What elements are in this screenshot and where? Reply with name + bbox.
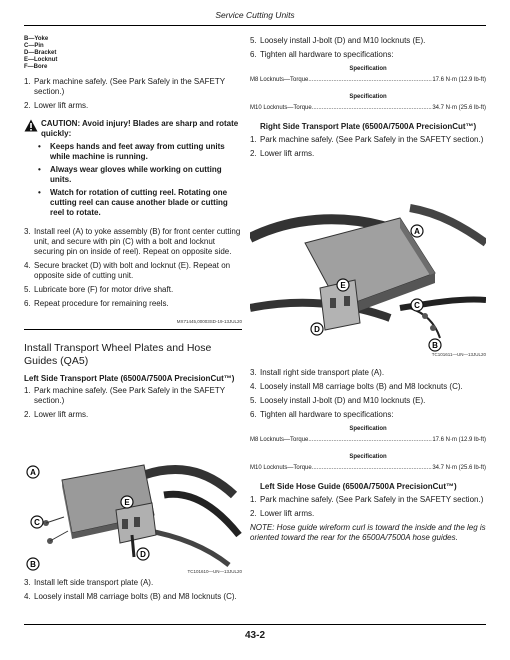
warning-icon: [24, 119, 38, 139]
step-text: Loosely install M8 carriage bolts (B) and M8 locknuts (C).: [34, 592, 237, 601]
section-rule: [24, 329, 242, 330]
step: [24, 285, 242, 295]
spec-row: [250, 104, 486, 112]
step: [24, 77, 242, 97]
step-text: Park machine safely. (See Park Safely in the SAFETY section.): [34, 77, 225, 96]
step-number: 2.: [250, 509, 257, 518]
spec-label: M10 Locknuts—Torque: [250, 465, 312, 471]
step-text: Install left side transport plate (A).: [34, 578, 154, 587]
callout-e: [336, 278, 350, 297]
step: [24, 592, 242, 602]
step-text: Lower lift arms.: [260, 509, 315, 518]
spec-value: 34.7 N·m (25.6 lb-ft): [432, 105, 486, 111]
step-number: 3.: [250, 368, 257, 377]
subsection-title: Left Side Transport Plate (6500A/7500A PrecisionCut™): [24, 374, 235, 383]
figure-illustration: [24, 455, 242, 575]
spec-heading: Specification: [349, 426, 387, 432]
leader-dots: [308, 436, 432, 444]
callout-label: B: [432, 341, 438, 350]
figure-illustration: [250, 198, 486, 358]
step: [24, 410, 242, 420]
callout-c: [30, 515, 44, 534]
callout-label: A: [30, 468, 36, 477]
callout-label: B: [30, 560, 36, 569]
step: [250, 410, 486, 420]
spec-value: 17.6 N·m (12.9 lb-ft): [432, 77, 486, 83]
step-text: Secure bracket (D) with bolt and locknut (E). Repeat on opposite side of cutting unit.: [34, 261, 231, 280]
spec-row: [250, 436, 486, 444]
subsection-title: Left Side Hose Guide (6500A/7500A PrecisionCut™): [260, 482, 457, 491]
step-text: Loosely install J-bolt (D) and M10 locknuts (E).: [260, 396, 426, 405]
spec-value: 34.7 N·m (25.6 lb-ft): [432, 465, 486, 471]
step: [24, 101, 242, 111]
callout-label: C: [414, 301, 420, 310]
reference-code: MX71445,00003SD-19-13JUL20: [176, 319, 242, 324]
callout-label: E: [340, 281, 346, 290]
caution-bullet: • Watch for rotation of cutting reel. Rotating one cutting reel can cause another blade or cutting reel to rotate.: [38, 188, 242, 218]
step-text: Tighten all hardware to specifications:: [260, 410, 394, 419]
spec-label: M8 Locknuts—Torque: [250, 437, 309, 443]
callout-d: [136, 547, 150, 566]
leader-dots: [308, 76, 432, 84]
step-text: Loosely install J-bolt (D) and M10 locknuts (E).: [260, 36, 426, 45]
note-text: NOTE: Hose guide wireform curl is toward the inside and the leg is oriented toward the rear for the 6500A/7500A hose guides.: [250, 523, 486, 542]
step-number: 1.: [24, 386, 31, 395]
step: [250, 50, 486, 60]
spec-heading: Specification: [349, 66, 387, 72]
step-number: 2.: [250, 149, 257, 158]
spec-heading: Specification: [349, 454, 387, 460]
step: [250, 495, 486, 505]
step-text: Repeat procedure for remaining reels.: [34, 299, 169, 308]
left-transport-plate-figure: [24, 455, 242, 575]
step-number: 4.: [24, 261, 31, 270]
spec-label: M10 Locknuts—Torque: [250, 105, 312, 111]
legend-item: B—Yoke: [24, 36, 49, 42]
step: [24, 386, 242, 406]
page-header: Service Cutting Units: [215, 10, 295, 20]
step-number: 2.: [24, 101, 31, 110]
callout-c: [410, 298, 424, 317]
step-number: 5.: [250, 396, 257, 405]
step: [24, 578, 242, 588]
legend-item: C—Pin: [24, 43, 44, 49]
step-text: Install right side transport plate (A).: [260, 368, 385, 377]
page-number: 43-2: [244, 630, 265, 641]
step: [250, 396, 486, 406]
bullet-text: Always wear gloves while working on cutting units.: [50, 165, 222, 184]
spec-value: 17.6 N·m (12.9 lb-ft): [432, 437, 486, 443]
spec-heading: Specification: [349, 94, 387, 100]
callout-label: A: [414, 227, 420, 236]
step-number: 1.: [250, 135, 257, 144]
legend-item: D—Bracket: [24, 50, 57, 56]
step-text: Lubricate bore (F) for motor drive shaft.: [34, 285, 174, 294]
caution-bullet: • Always wear gloves while working on cutting units.: [38, 165, 242, 185]
bullet-text: Keeps hands and feet away from cutting units while machine is running.: [50, 142, 225, 161]
step-number: 5.: [24, 285, 31, 294]
callout-label: D: [314, 325, 320, 334]
step-text: Tighten all hardware to specifications:: [260, 50, 394, 59]
legend-item: F—Bore: [24, 64, 48, 70]
callout-label: C: [34, 518, 40, 527]
header-rule: [24, 25, 486, 26]
caution-text: CAUTION: Avoid injury! Blades are sharp and rotate quickly:: [41, 119, 239, 138]
figure-caption: TC101610—UN—13JUL20: [187, 569, 242, 574]
right-column: [250, 36, 486, 163]
step-text: Park machine safely. (See Park Safely in the SAFETY section.): [34, 386, 225, 405]
step-text: Park machine safely. (See Park Safely in the SAFETY section.): [260, 495, 484, 504]
step-number: 5.: [250, 36, 257, 45]
section-title: Install Transport Wheel Plates and Hose Guides (QA5): [24, 342, 212, 367]
step: [24, 299, 242, 309]
step-number: 1.: [250, 495, 257, 504]
step: [250, 36, 486, 46]
spec-row: [250, 76, 486, 84]
step-number: 3.: [24, 227, 31, 236]
step-number: 4.: [250, 382, 257, 391]
subsection-title: Right Side Transport Plate (6500A/7500A PrecisionCut™): [260, 122, 477, 131]
step-text: Loosely install M8 carriage bolts (B) and M8 locknuts (C).: [260, 382, 463, 391]
step-text: Lower lift arms.: [260, 149, 315, 158]
bullet-text: Watch for rotation of cutting reel. Rotating one cutting reel can cause another blade or cutting reel to rotate.: [50, 188, 228, 217]
step: [24, 227, 242, 257]
step: [250, 368, 486, 378]
step: [250, 382, 486, 392]
step-number: 1.: [24, 77, 31, 86]
caution-block: [24, 119, 242, 139]
step-text: Lower lift arms.: [34, 101, 89, 110]
leader-dots: [312, 104, 433, 112]
spec-row: [250, 464, 486, 472]
leader-dots: [312, 464, 433, 472]
step-text: Install reel (A) to yoke assembly (B) for front center cutting unit, and secure with pin (C) with a bolt and locknut securing pin on inside of reel). Repeat on opposite side.: [34, 227, 241, 256]
figure-caption: TC101611—UN—13JUL20: [431, 352, 486, 357]
step: [250, 509, 486, 519]
step-number: 6.: [24, 299, 31, 308]
right-column-bottom: [250, 368, 486, 543]
step-number: 3.: [24, 578, 31, 587]
step: [250, 149, 486, 159]
callout-e: [120, 495, 134, 514]
step-text: Park machine safely. (See Park Safely in the SAFETY section.): [260, 135, 484, 144]
callout-d: [310, 322, 324, 341]
spec-label: M8 Locknuts—Torque: [250, 77, 309, 83]
callout-b: [26, 557, 40, 576]
right-transport-plate-figure: [250, 198, 486, 358]
step-number: 4.: [24, 592, 31, 601]
step-number: 6.: [250, 410, 257, 419]
callout-a: [410, 224, 424, 243]
left-column: [24, 36, 242, 424]
figure-legend: [24, 36, 242, 71]
step-number: 2.: [24, 410, 31, 419]
step: [250, 135, 486, 145]
callout-label: D: [140, 550, 146, 559]
left-column-bottom: [24, 578, 242, 606]
callout-label: E: [124, 498, 130, 507]
step-number: 6.: [250, 50, 257, 59]
legend-item: E—Locknut: [24, 57, 58, 63]
callout-a: [26, 465, 40, 484]
caution-bullet: • Keeps hands and feet away from cutting units while machine is running.: [38, 142, 242, 162]
step: [24, 261, 242, 281]
footer-rule: [24, 624, 486, 625]
step-text: Lower lift arms.: [34, 410, 89, 419]
